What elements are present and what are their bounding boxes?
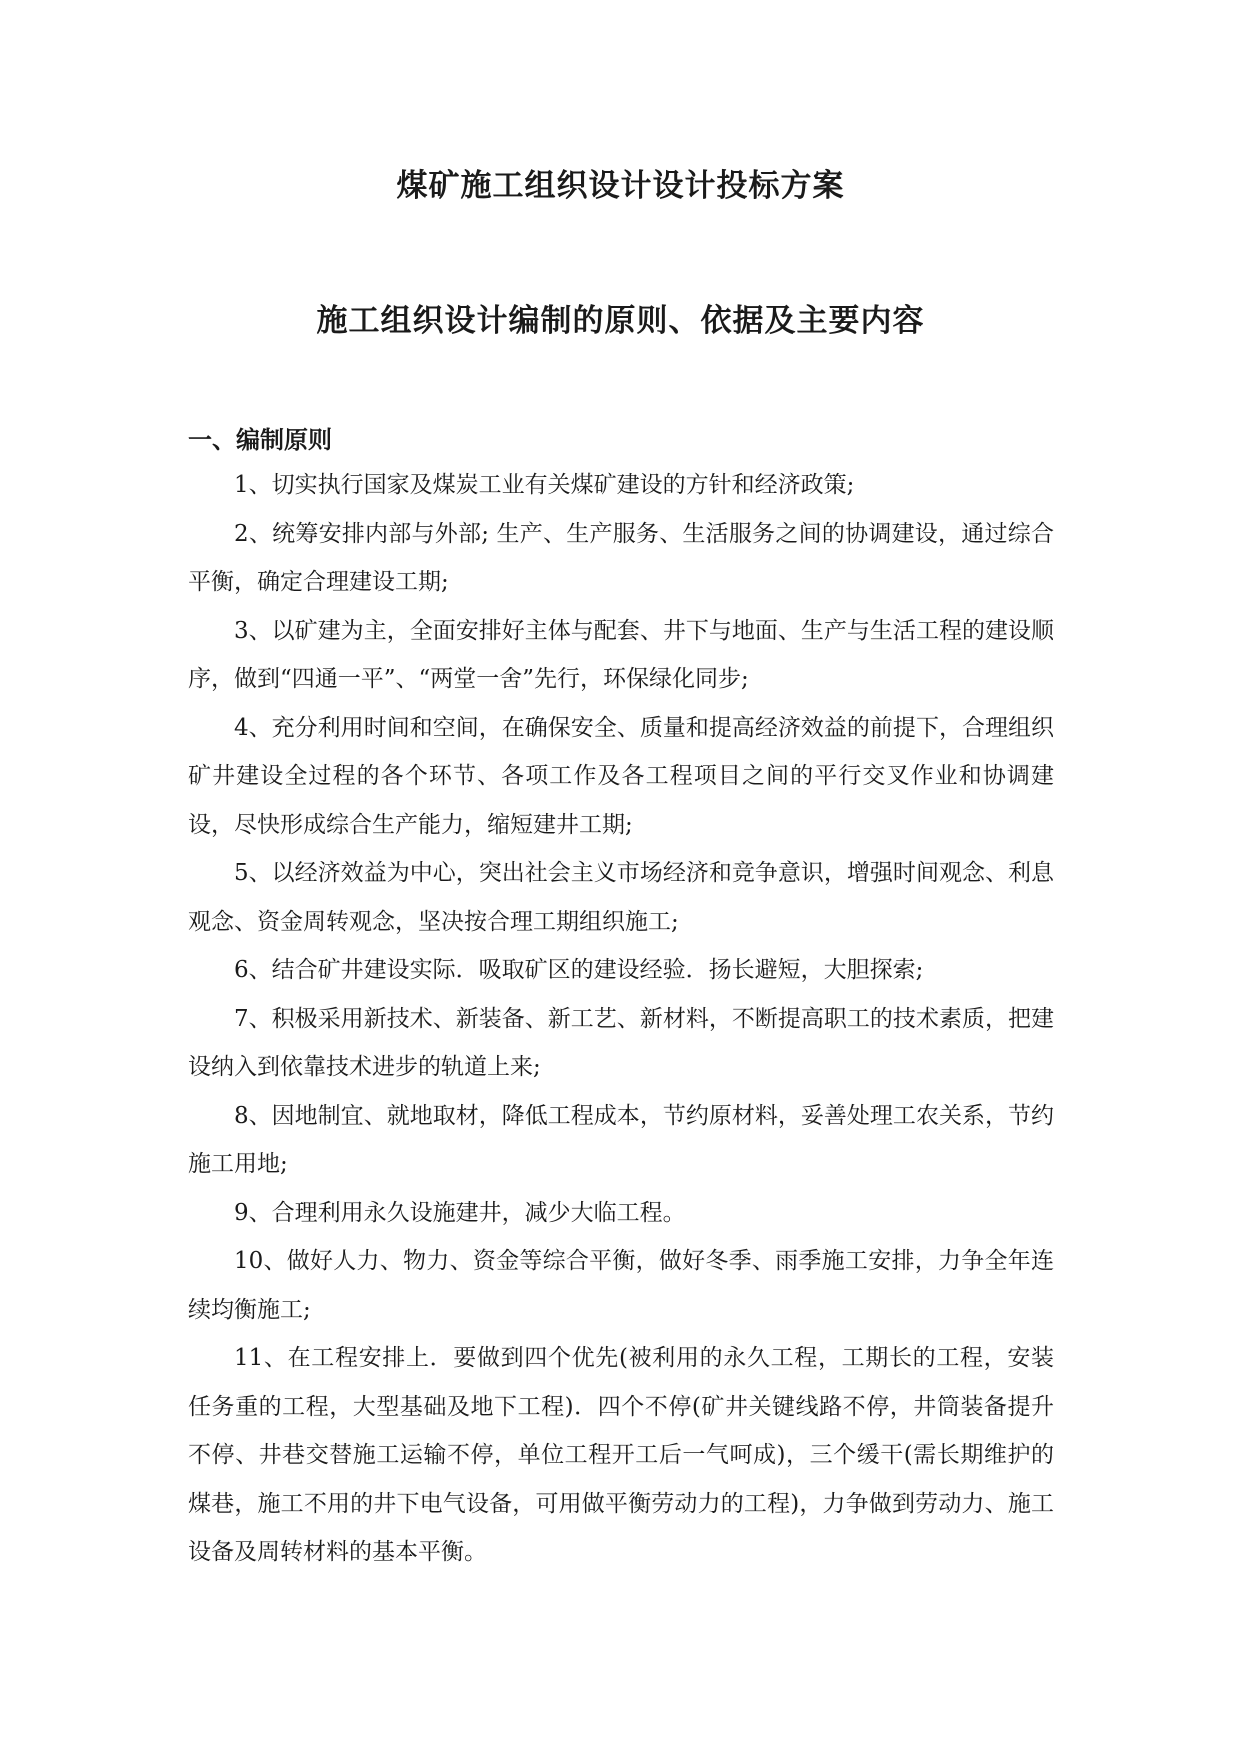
section-heading: 一、编制原则 xyxy=(188,425,332,454)
paragraph-9: 9、合理利用永久设施建井，减少大临工程。 xyxy=(234,1199,686,1226)
document-title: 煤矿施工组织设计设计投标方案 xyxy=(396,168,845,204)
paragraph-7: 7、积极采用新技术、新装备、新工艺、新材料，不断提高职工的技术素质，把建设纳入到依靠技术进步的轨道上来; xyxy=(188,1005,1054,1080)
paragraph-1: 1、切实执行国家及煤炭工业有关煤矿建设的方针和经济政策; xyxy=(234,472,855,498)
paragraph-10: 10、做好人力、物力、资金等综合平衡，做好冬季、雨季施工安排，力争全年连续均衡施工; xyxy=(188,1248,1054,1323)
paragraph-4: 4、充分利用时间和空间，在确保安全、质量和提高经济效益的前提下，合理组织矿井建设全过程的各个环节、各项工作及各工程项目之间的平行交叉作业和协调建设，尽快形成综合生产能力，缩短建井工期; xyxy=(188,714,1054,838)
paragraph-8: 8、因地制宜、就地取材，降低工程成本，节约原材料，妥善处理工农关系，节约施工用地; xyxy=(188,1102,1054,1177)
paragraph-6: 6、结合矿井建设实际．吸取矿区的建设经验．扬长避短，大胆探索; xyxy=(234,957,924,983)
document-subtitle: 施工组织设计编制的原则、依据及主要内容 xyxy=(316,303,925,339)
paragraph-2: 2、统筹安排内部与外部; 生产、生产服务、生活服务之间的协调建设，通过综合平衡，确定合理建设工期; xyxy=(188,520,1054,595)
document-body xyxy=(188,461,1054,1577)
paragraph-11: 11、在工程安排上．要做到四个优先(被利用的永久工程，工期长的工程，安装任务重的工程，大型基础及地下工程)．四个不停(矿井关键线路不停，井筒装备提升不停、井巷交替施工运输不停，单位工程开工后一气呵成)，三个缓干(需长期维护的煤巷，施工不用的井下电气设备，可用做平衡劳动力的工程)，力争做到劳动力、施工设备及周转材料的基本平衡。 xyxy=(188,1345,1054,1565)
paragraph-5: 5、以经济效益为中心，突出社会主义市场经济和竞争意识，增强时间观念、利息观念、资金周转观念，坚决按合理工期组织施工; xyxy=(188,860,1054,935)
paragraph-3: 3、以矿建为主，全面安排好主体与配套、井下与地面、生产与生活工程的建设顺序，做到“四通一平”、“两堂一舍”先行，环保绿化同步; xyxy=(188,617,1054,692)
